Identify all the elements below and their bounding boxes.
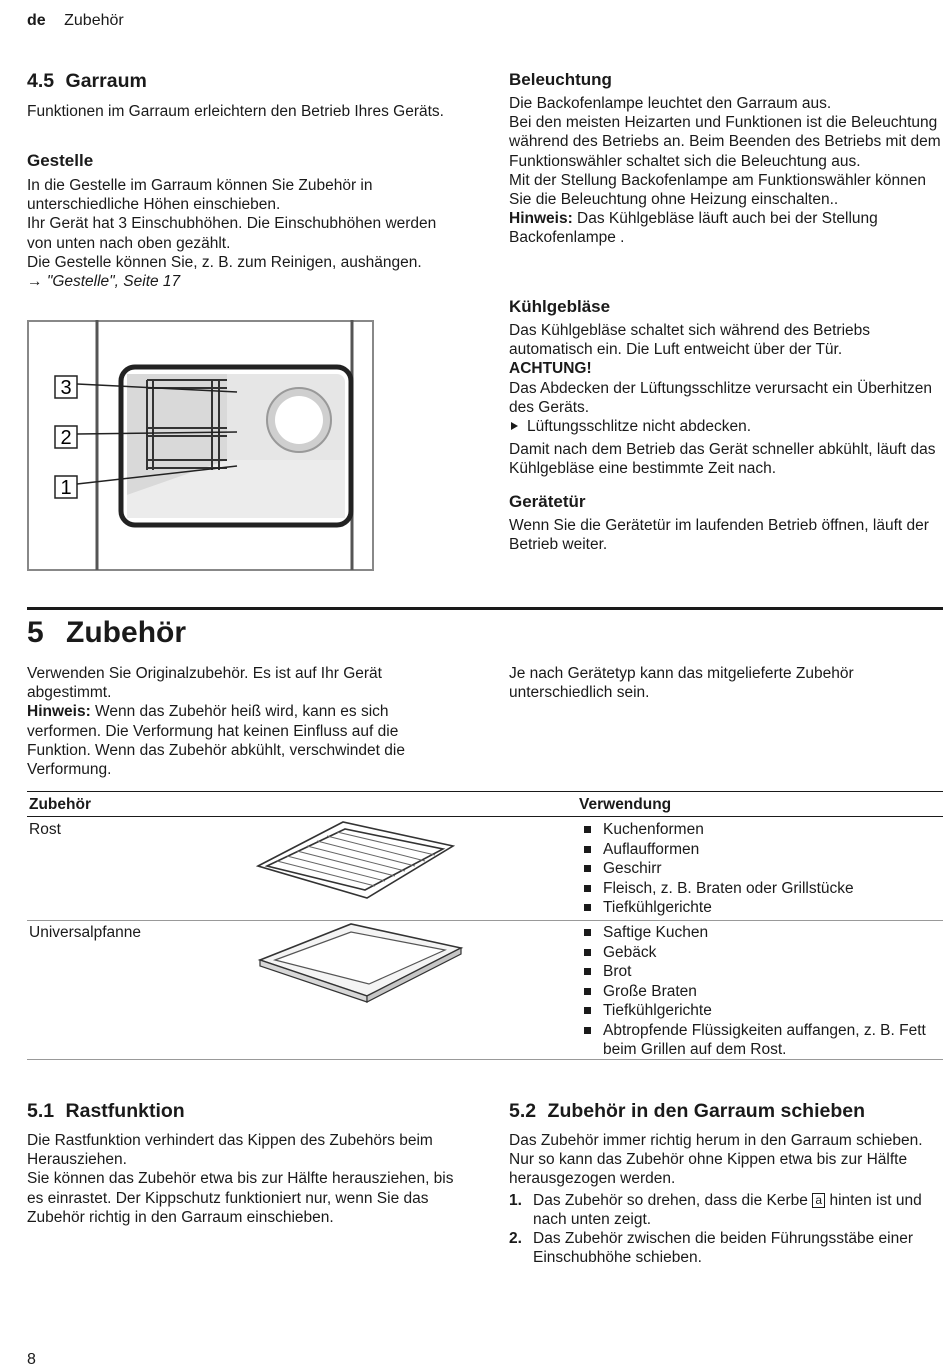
oven-illustration — [27, 320, 375, 572]
step-number: 1. — [509, 1191, 522, 1209]
rastfunktion-p1: Die Rastfunktion verhindert das Kippen des Zubehörs beim Herausziehen. — [27, 1132, 433, 1169]
section-heading-rastfunktion — [27, 1100, 185, 1123]
page-number: 8 — [27, 1351, 36, 1368]
section-title: Garraum — [65, 70, 147, 92]
gestelle-p2: Ihr Gerät hat 3 Einschubhöhen. Die Einschubhöhen werden von unten nach oben gezählt. — [27, 215, 437, 252]
gestelle-p3: Die Gestelle können Sie, z. B. zum Reinigen, aushängen. — [27, 253, 422, 271]
step-item — [509, 1229, 944, 1267]
table-header-rule — [27, 816, 943, 817]
kuehlgeblaese-action — [509, 417, 944, 436]
schieben-p1: Das Zubehör immer richtig herum in den Garraum schieben. Nur so kann das Zubehör ohne Kippen etwa bis zur Hälfte herausgezogen werden. — [509, 1132, 923, 1188]
header-section: Zubehör — [64, 12, 124, 29]
beleuchtung-hint — [509, 209, 944, 247]
zubehoer-left-text — [27, 664, 459, 779]
table-row-universalpfanne-name: Universalpfanne — [29, 924, 142, 941]
list-item: Saftige Kuchen — [579, 923, 943, 943]
gestelle-reference[interactable] — [27, 272, 452, 291]
list-item: Kuchenformen — [579, 820, 943, 840]
geraetetuer-text: Wenn Sie die Gerätetür im laufenden Betrieb öffnen, läuft der Betrieb weiter. — [509, 517, 929, 554]
kuehlgeblaese-heading: Kühlgebläse — [509, 297, 611, 316]
notch-marker-icon: a — [812, 1193, 825, 1208]
zubehoer-hint — [27, 702, 459, 779]
section-number: 5.1 — [27, 1100, 55, 1122]
hint-label: Hinweis: — [509, 210, 573, 228]
step-text: Das Zubehör zwischen die beiden Führungsstäbe einer Einschubhöhe schieben. — [533, 1230, 913, 1267]
garraum-intro: Funktionen im Garraum erleichtern den Betrieb Ihres Geräts. — [27, 103, 444, 120]
section-title: Zubehör in den Garraum schieben — [547, 1100, 866, 1122]
action-pointer-icon — [511, 422, 518, 430]
rastfunktion-text — [27, 1131, 459, 1227]
rost-image — [255, 820, 455, 902]
baking-tray-icon — [255, 922, 465, 1004]
gestelle-heading: Gestelle — [27, 151, 94, 170]
section-number: 4.5 — [27, 70, 55, 92]
chapter-heading-zubehoer — [27, 616, 186, 650]
beleuchtung-text — [509, 94, 944, 248]
beleuchtung-heading: Beleuchtung — [509, 70, 612, 89]
universalpfanne-image — [255, 922, 465, 1004]
step-number: 2. — [509, 1230, 522, 1248]
level-labels — [55, 376, 77, 499]
beleuchtung-p3: Mit der Stellung Backofenlampe am Funktionswähler können Sie die Beleuchtung ohne Heizung einschalten.. — [509, 171, 927, 209]
hint-text: Wenn das Zubehör heiß wird, kann es sich verformen. Die Verformung hat keinen Einfluss auf die Funktion. Wenn das Zubehör abkühlt, verschwindet die Verformung. — [27, 703, 405, 779]
kuehlgeblaese-p3: Damit nach dem Betrieb das Gerät schneller abkühlt, läuft das Kühlgebläse eine bestimmte Zeit nach. — [509, 441, 936, 478]
section-heading-schieben — [509, 1100, 865, 1123]
zubehoer-p2: Je nach Gerätetyp kann das mitgelieferte Zubehör unterschiedlich sein. — [509, 665, 854, 702]
table-row-rost-name: Rost — [29, 821, 61, 838]
hint-text: Das Kühlgebläse läuft auch bei der Stellung Backofenlampe . — [509, 210, 878, 247]
wire-rack-icon — [255, 820, 455, 902]
list-item: Brot — [579, 962, 943, 982]
level-label-3: 3 — [60, 377, 72, 399]
geraetetuer-heading: Gerätetür — [509, 492, 586, 511]
table-bottom-rule — [27, 1059, 943, 1060]
zubehoer-p1: Verwenden Sie Originalzubehör. Es ist auf Ihr Gerät abgestimmt. — [27, 665, 382, 702]
step-text-end: hinten ist und nach unten zeigt. — [533, 1191, 922, 1228]
schieben-text — [509, 1131, 944, 1267]
beleuchtung-p2: Bei den meisten Heizarten und Funktionen ist die Beleuchtung während des Betriebs an. Beim Beenden des Betriebs mit dem Funktionswähler schaltet sich die Beleuchtung aus. — [509, 114, 941, 170]
step-text: Das Zubehör so drehen, dass die Kerbe — [533, 1191, 813, 1209]
list-item: Abtropfende Flüssigkeiten auffangen, z. B. Fett beim Grillen auf dem Rost. — [579, 1021, 943, 1060]
reference-arrow-icon: → — [27, 273, 43, 291]
table-header-zubehoer: Zubehör — [29, 796, 91, 813]
hint-label: Hinweis: — [27, 703, 91, 721]
kuehlgeblaese-p1: Das Kühlgebläse schaltet sich während des Betriebs automatisch ein. Die Luft entweicht über der Tür. — [509, 322, 871, 359]
list-item: Auflaufformen — [579, 840, 943, 860]
reference-link[interactable]: "Gestelle", Seite 17 — [46, 273, 181, 291]
level-label-2: 2 — [60, 427, 72, 449]
table-header-verwendung: Verwendung — [579, 796, 672, 813]
section-title: Rastfunktion — [65, 1100, 185, 1122]
table-row-rule — [27, 920, 943, 921]
section-number: 5.2 — [509, 1100, 537, 1122]
kuehlgeblaese-text — [509, 321, 944, 479]
table-top-rule — [27, 791, 943, 792]
list-item: Gebäck — [579, 943, 943, 963]
section-heading-garraum — [27, 70, 147, 93]
step-item — [509, 1191, 944, 1229]
gestelle-p1: In die Gestelle im Garraum können Sie Zubehör in unterschiedliche Höhen einschieben. — [27, 177, 373, 214]
kuehlgeblaese-p2: Das Abdecken der Lüftungsschlitze verursacht ein Überhitzen des Geräts. — [509, 379, 933, 416]
beleuchtung-p1: Die Backofenlampe leuchtet den Garraum aus. — [509, 95, 832, 112]
list-item: Tiefkühlgerichte — [579, 1001, 943, 1021]
universalpfanne-uses — [579, 923, 943, 1060]
warning-label: ACHTUNG! — [509, 360, 592, 378]
level-label-1: 1 — [60, 477, 72, 499]
header-language: de — [27, 12, 46, 29]
rastfunktion-p2: Sie können das Zubehör etwa bis zur Hälfte herausziehen, bis es einrastet. Der Kippschutz funktioniert nur, wenn Sie das Zubehör richtig in den Garraum einschieben. — [27, 1170, 454, 1226]
list-item: Geschirr — [579, 859, 943, 879]
list-item: Große Braten — [579, 982, 943, 1002]
list-item: Fleisch, z. B. Braten oder Grillstücke — [579, 879, 943, 899]
chapter-title: Zubehör — [66, 616, 187, 649]
rost-uses — [579, 820, 943, 918]
action-text: Lüftungsschlitze nicht abdecken. — [527, 418, 752, 436]
gestelle-text — [27, 176, 452, 291]
chapter-divider — [27, 607, 943, 610]
list-item: Tiefkühlgerichte — [579, 898, 943, 918]
chapter-number: 5 — [27, 616, 44, 649]
oven-racks-figure — [27, 320, 375, 572]
page-header — [27, 12, 124, 30]
